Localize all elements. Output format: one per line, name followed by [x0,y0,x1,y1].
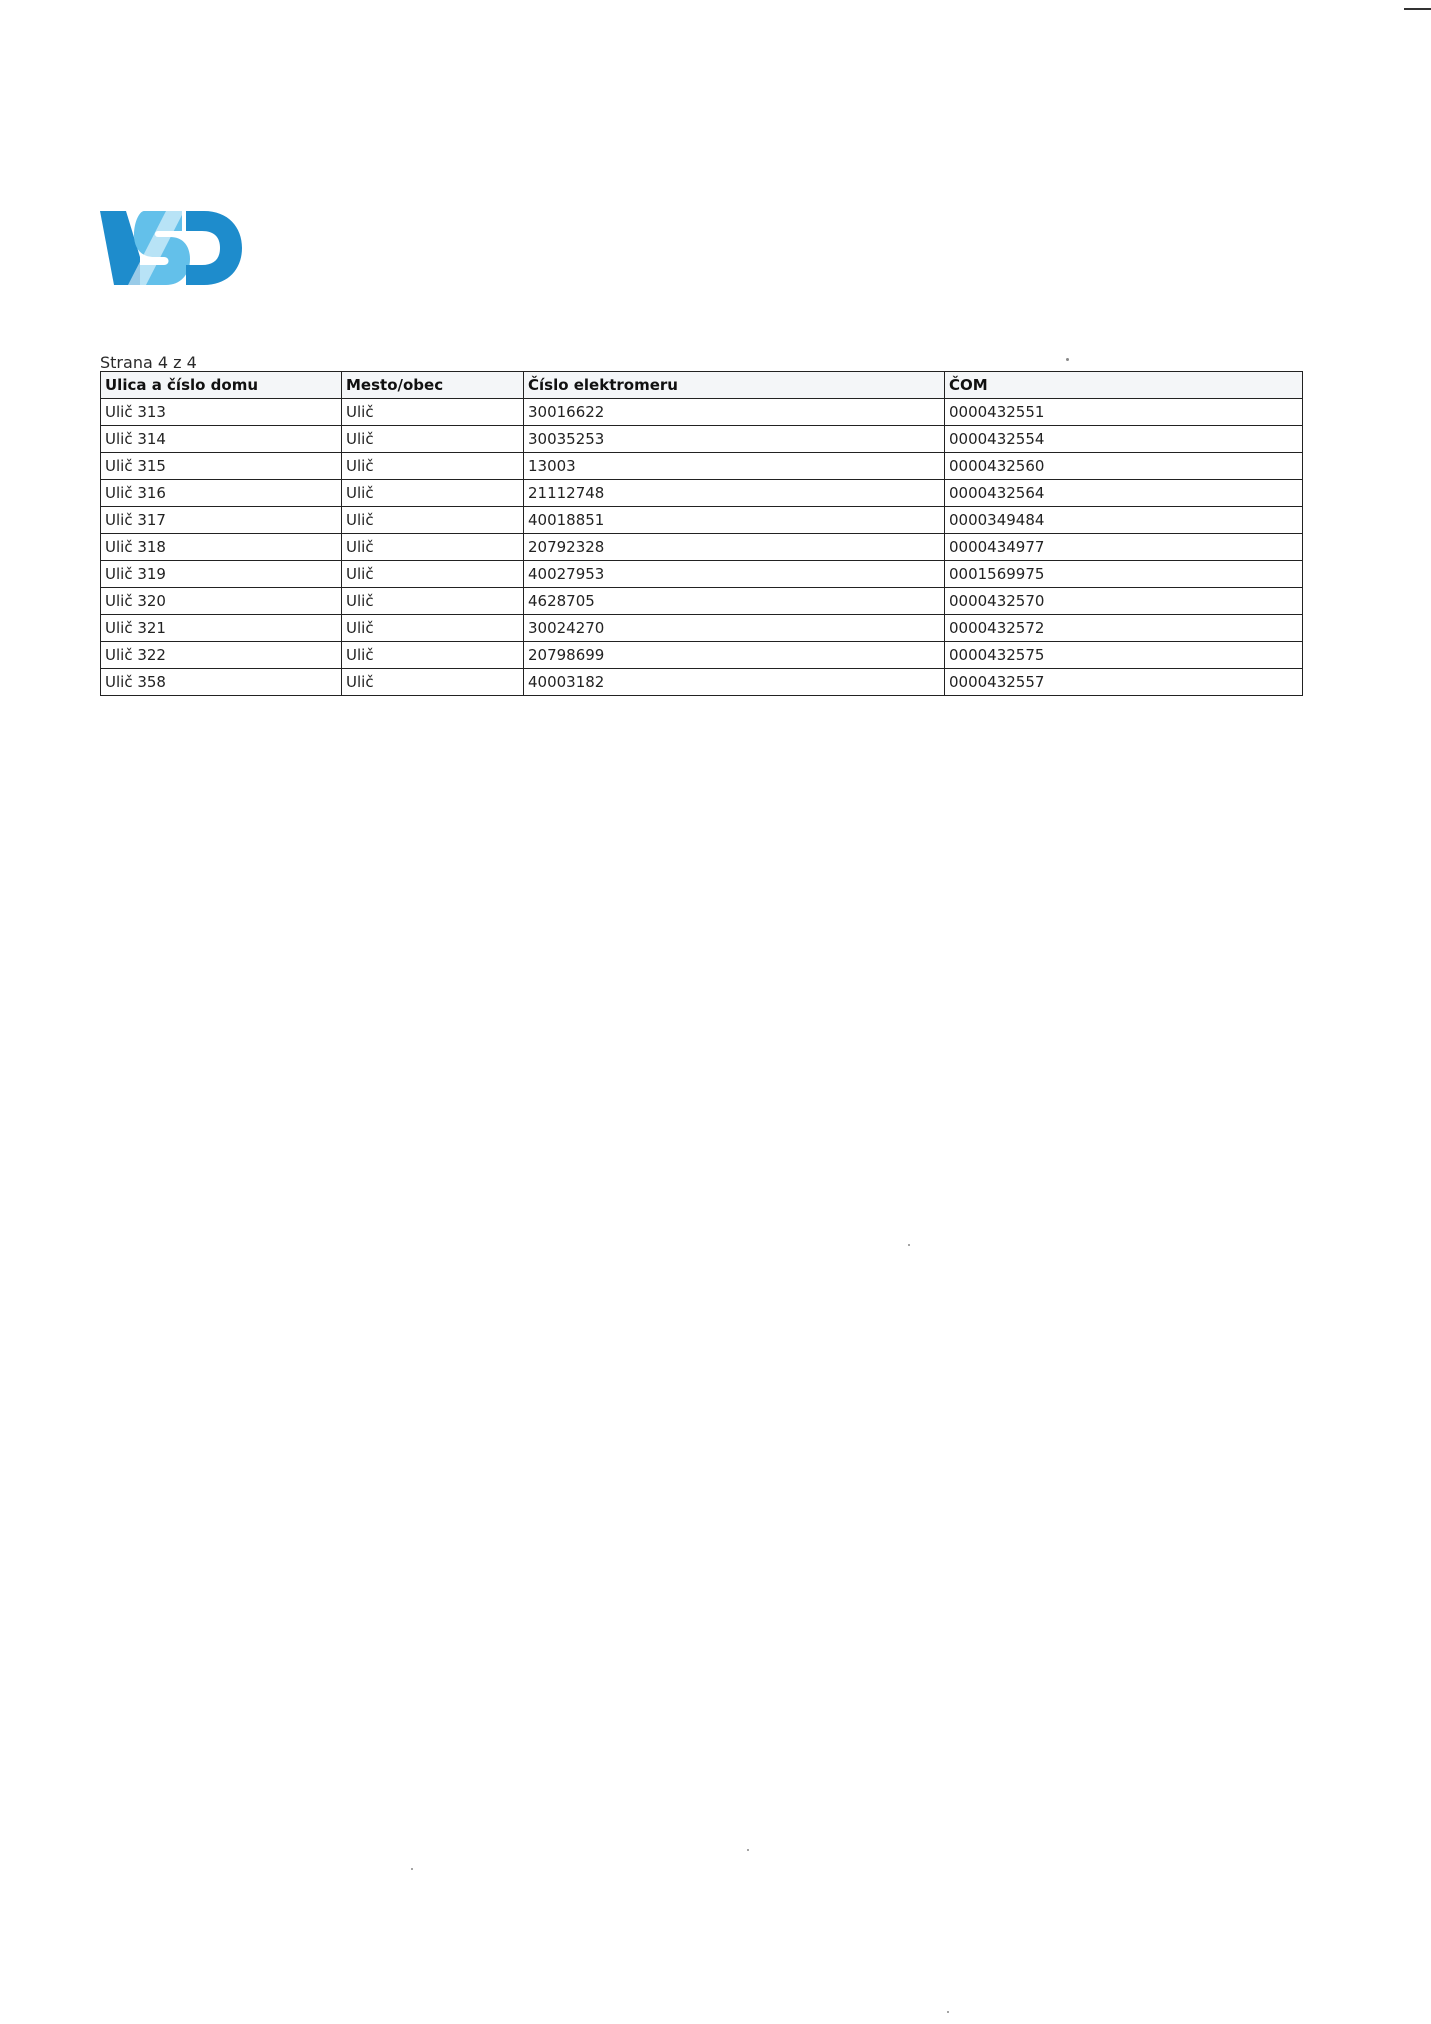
cell-address: Ulič 322 [101,642,342,669]
cell-address: Ulič 321 [101,615,342,642]
cell-com: 0000434977 [945,534,1303,561]
cell-meter-number: 20792328 [524,534,945,561]
cell-address: Ulič 358 [101,669,342,696]
cell-com: 0000432572 [945,615,1303,642]
vsd-logo [100,205,242,285]
cell-address: Ulič 317 [101,507,342,534]
cell-city: Ulič [342,534,524,561]
cell-city: Ulič [342,642,524,669]
cell-city: Ulič [342,669,524,696]
cell-com: 0000432551 [945,399,1303,426]
table-row [101,588,1303,615]
column-header-meter-number: Číslo elektromeru [524,372,945,399]
cell-com: 0000432564 [945,480,1303,507]
table-row [101,534,1303,561]
cell-address: Ulič 314 [101,426,342,453]
cell-meter-number: 40027953 [524,561,945,588]
cell-address: Ulič 316 [101,480,342,507]
cell-city: Ulič [342,561,524,588]
cell-com: 0001569975 [945,561,1303,588]
cell-city: Ulič [342,507,524,534]
cell-meter-number: 4628705 [524,588,945,615]
cell-city: Ulič [342,426,524,453]
column-header-com: ČOM [945,372,1303,399]
cell-city: Ulič [342,588,524,615]
column-header-address: Ulica a číslo domu [101,372,342,399]
cell-meter-number: 20798699 [524,642,945,669]
scan-speck [747,1849,749,1851]
table-row [101,480,1303,507]
cell-city: Ulič [342,453,524,480]
table-row [101,507,1303,534]
cell-meter-number: 21112748 [524,480,945,507]
table-row [101,561,1303,588]
cell-com: 0000432557 [945,669,1303,696]
cell-city: Ulič [342,615,524,642]
cell-meter-number: 30016622 [524,399,945,426]
scan-edge-mark [1404,8,1431,10]
cell-meter-number: 13003 [524,453,945,480]
cell-address: Ulič 313 [101,399,342,426]
table-row [101,453,1303,480]
scan-speck [947,2011,949,2013]
table-row [101,669,1303,696]
cell-address: Ulič 320 [101,588,342,615]
cell-city: Ulič [342,480,524,507]
page-number: Strana 4 z 4 [100,354,197,368]
cell-meter-number: 30024270 [524,615,945,642]
cell-com: 0000349484 [945,507,1303,534]
table-row [101,615,1303,642]
cell-city: Ulič [342,399,524,426]
cell-address: Ulič 318 [101,534,342,561]
scan-speck [908,1244,910,1246]
table-row [101,399,1303,426]
scan-speck [411,1868,413,1870]
cell-com: 0000432554 [945,426,1303,453]
cell-meter-number: 30035253 [524,426,945,453]
table-header-row [101,372,1303,399]
cell-meter-number: 40018851 [524,507,945,534]
cell-com: 0000432560 [945,453,1303,480]
cell-address: Ulič 319 [101,561,342,588]
cell-address: Ulič 315 [101,453,342,480]
cell-com: 0000432575 [945,642,1303,669]
column-header-city: Mesto/obec [342,372,524,399]
cell-meter-number: 40003182 [524,669,945,696]
table-row [101,426,1303,453]
electricity-meter-table [100,371,1303,696]
cell-com: 0000432570 [945,588,1303,615]
table-row [101,642,1303,669]
scan-speck [1066,358,1069,361]
